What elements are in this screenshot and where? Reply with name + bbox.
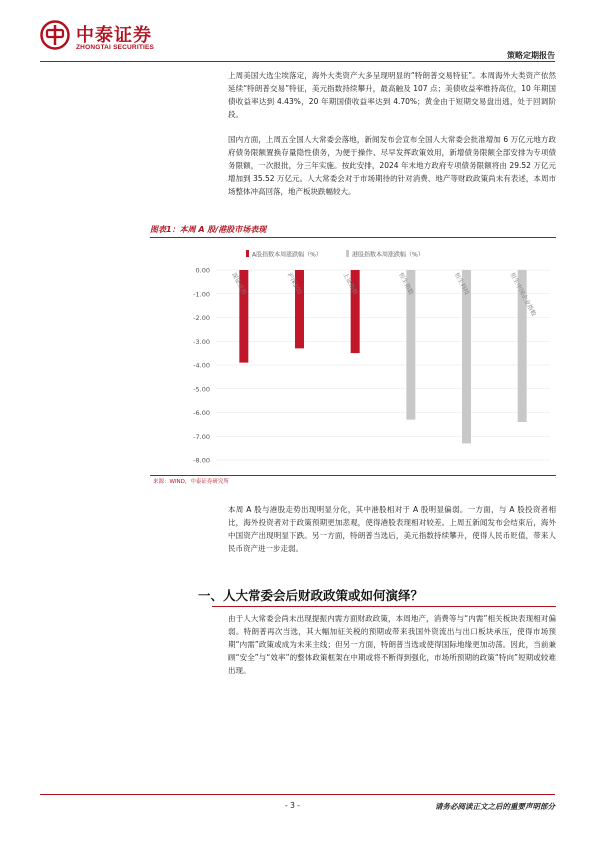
- y-tick-label: -6.00: [193, 409, 210, 417]
- figure-title: 图表1：本周 A 股/港股市场表现: [150, 225, 267, 234]
- y-tick-label: -4.00: [193, 361, 210, 370]
- bar: [462, 270, 471, 443]
- x-category-label: 上证指数: [341, 271, 359, 297]
- body-paragraph: 国内方面，上周五全国人大常委会落地，新闻发布会宣布全国人大常委会批准增加 6 万亿元地方政府债务限额置换存量隐性债务，为便于操作、尽早发挥政策效用，新增债务限额全部安排为专项债务限额，一次报批，分三年实施。按此安排，2024 年末地方政府专项债务限额将由 29.52 万亿元增加到 35.52 万亿元。人大常委会对于市场期待的针对消费、地产等财政政策尚未有表述，本周市场整体冲高回落，地产板块跌幅较大。: [228, 135, 556, 196]
- market-performance-chart: [150, 240, 556, 472]
- x-category-label: 恒生中国企业指数: [508, 271, 538, 318]
- legend-swatch: [246, 250, 249, 257]
- body-paragraph: 本周 A 股与港股走势出现明显分化，其中港股相对于 A 股明显偏弱。一方面，与 A 股投资者相比，海外投资者对于政策预期更加悲观，使得港股表现相对较差。上周五新闻发布会结束后，海外中国资产出现明显下跌。另一方面，特朗普当选后，美元指数持续攀升，使得人民币贬值，带来人民币资产进一步走弱。: [228, 505, 556, 553]
- footer-disclaimer: 请务必阅读正文之后的重要声明部分: [435, 802, 555, 811]
- header-divider: [40, 61, 555, 62]
- page-number: - 3 -: [285, 801, 300, 810]
- logo-english-name: ZHONGTAI SECURITIES: [76, 44, 155, 51]
- x-category-label: 深证成指: [230, 271, 248, 297]
- source-divider: [150, 475, 556, 476]
- x-category-label: 恒生科技: [452, 271, 471, 297]
- figure-title-bar: [150, 223, 556, 238]
- figure-source: 来源：WIND，中泰证券研究所: [153, 479, 229, 485]
- y-tick-label: -2.00: [193, 314, 210, 322]
- x-category-label: 沪深300: [285, 271, 303, 296]
- section-heading: [198, 586, 556, 604]
- body-paragraph: 由于人大常委会尚未出现提振内需方面财政政策，本周地产，消费等与“内需”相关板块表现相对偏弱。特朗普再次当选，其大幅加征关税的预期或带来我国外资流出与出口板块承压，使得市场预期“内需”政策或成为未来主线；但另一方面，特朗普当选或使得国际地缘更加动荡。因此，当前兼顾“安全”与“效率”的整体政策框架在中期或将不断得到强化，市场所预期的政策“特向”短期或较难出现。: [228, 614, 556, 675]
- body-paragraph: 上周美国大选尘埃落定，海外大类资产大多呈现明显的“特朗普交易特征”。本周海外大类资产依然延续“特朗普交易”特征，美元指数持续攀升，最高触及 107 点；美债收益率维持高位，10 年期国债收益率达到 4.43%，20 年期国债收益率达到 4.70%；黄金由于短期交易盘出逃，处于回调阶段。: [228, 71, 556, 119]
- legend-label: A股指数本周涨跌幅（%）: [252, 251, 322, 259]
- chart-canvas: [150, 240, 556, 472]
- section-title: 一、人大常委会后财政政策或如何演绎？: [198, 588, 424, 603]
- section-divider: [212, 606, 556, 607]
- y-tick-label: -8.00: [193, 456, 210, 465]
- legend-swatch: [346, 250, 349, 257]
- x-category-label: 恒生指数: [397, 271, 415, 297]
- zhongtai-logo-icon: [40, 20, 70, 50]
- y-tick-label: 0.00: [195, 266, 210, 275]
- legend-label: 港股指数本周涨跌幅（%）: [352, 251, 424, 259]
- y-tick-label: -7.00: [193, 432, 210, 441]
- y-tick-label: -3.00: [193, 337, 210, 346]
- footer-divider: [40, 794, 555, 795]
- page-header: [40, 20, 555, 58]
- y-tick-label: -5.00: [193, 385, 210, 394]
- logo-chinese-name: 中泰证券: [76, 25, 152, 46]
- y-tick-label: -1.00: [193, 290, 210, 299]
- report-type-label: 策略定期报告: [507, 51, 555, 60]
